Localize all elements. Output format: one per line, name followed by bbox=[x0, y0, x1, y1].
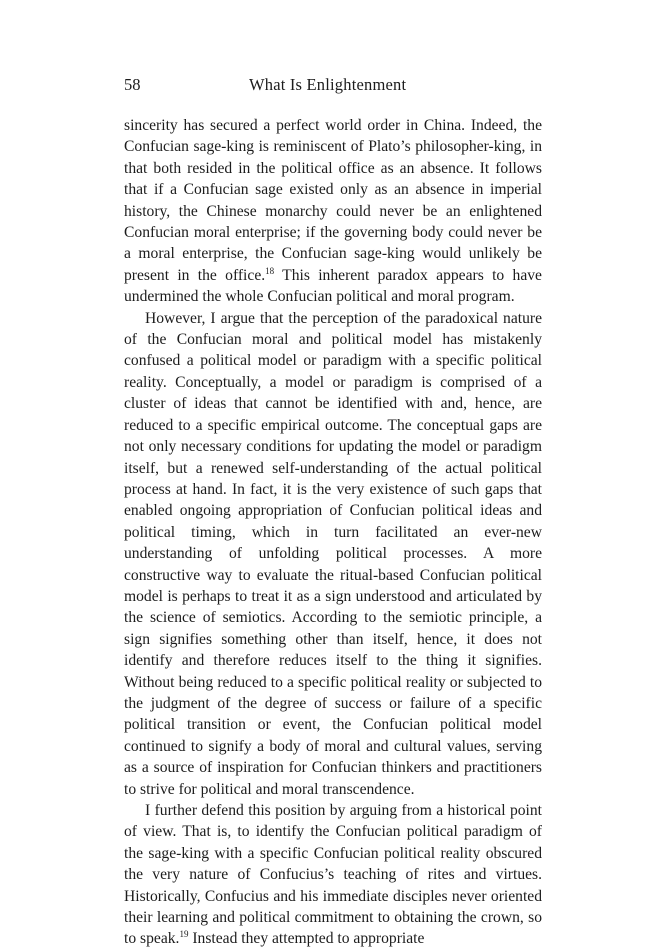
paragraph bbox=[124, 800, 542, 950]
paragraph-text: I further defend this position by arguing from a historical point of view. That is, to identify the Confucian political paradigm of the sage-king with a specific Confucian political reality obscured the very nature of Confucius’s teaching of rites and virtues. Historically, Confucius and his immediate disciples never oriented their learning and political commitment to obtaining the crown, so to speak. bbox=[124, 802, 542, 948]
footnote-ref: 18 bbox=[265, 265, 275, 276]
paragraph bbox=[124, 308, 542, 800]
body-text bbox=[124, 115, 542, 950]
paragraph bbox=[124, 115, 542, 308]
paragraph-text: This inherent paradox appears to have undermined the whole Confucian political and moral program. bbox=[124, 266, 542, 306]
paragraph-text: sincerity has secured a perfect world order in China. Indeed, the Confucian sage-king is reminiscent of Plato’s philosopher-king, in that both resided in the political office as an absence. It follows that if a Confucian sage existed only as an absence in imperial history, the Chinese monarchy could never be an enlightened Confucian moral enterprise; if the governing body could never be a moral enterprise, the Confucian sage-king would unlikely be present in the office. bbox=[124, 117, 542, 284]
paragraph-text: However, I argue that the perception of the paradoxical nature of the Confucian moral and political model has mistakenly confused a political model or paradigm with a specific political reality. Conceptually, a model or paradigm is comprised of a cluster of ideas that cannot be identified with and, hence, are reduced to a specific empirical outcome. The conceptual gaps are not only necessary conditions for updating the model or paradigm itself, but a renewed self-understanding of the actual political process at hand. In fact, it is the very existence of such gaps that enabled ongoing appropriation of Confucian political ideas and political timing, which in turn facilitated an ever-new understanding of unfolding political processes. A more constructive way to evaluate the ritual-based Confucian political model is perhaps to treat it as a sign understood and articulated by the science of semiotics. According to the semiotic principle, a sign signifies something other than itself, hence, it does not identify and therefore reduces itself to the thing it signifies. Without being reduced to a specific political reality or subjected to the judgment of the degree of success or failure of a specific political transition or event, the Confucian political model continued to signify a body of moral and cultural values, serving as a source of inspiration for Confucian thinkers and practitioners to strive for political and moral transcendence. bbox=[124, 309, 542, 798]
running-title: What Is Enlightenment bbox=[249, 75, 407, 94]
page-number: 58 bbox=[124, 75, 141, 94]
paragraph-text: Instead they attempted to appropriate bbox=[188, 930, 425, 948]
running-head bbox=[124, 74, 544, 96]
footnote-ref: 19 bbox=[179, 929, 189, 940]
